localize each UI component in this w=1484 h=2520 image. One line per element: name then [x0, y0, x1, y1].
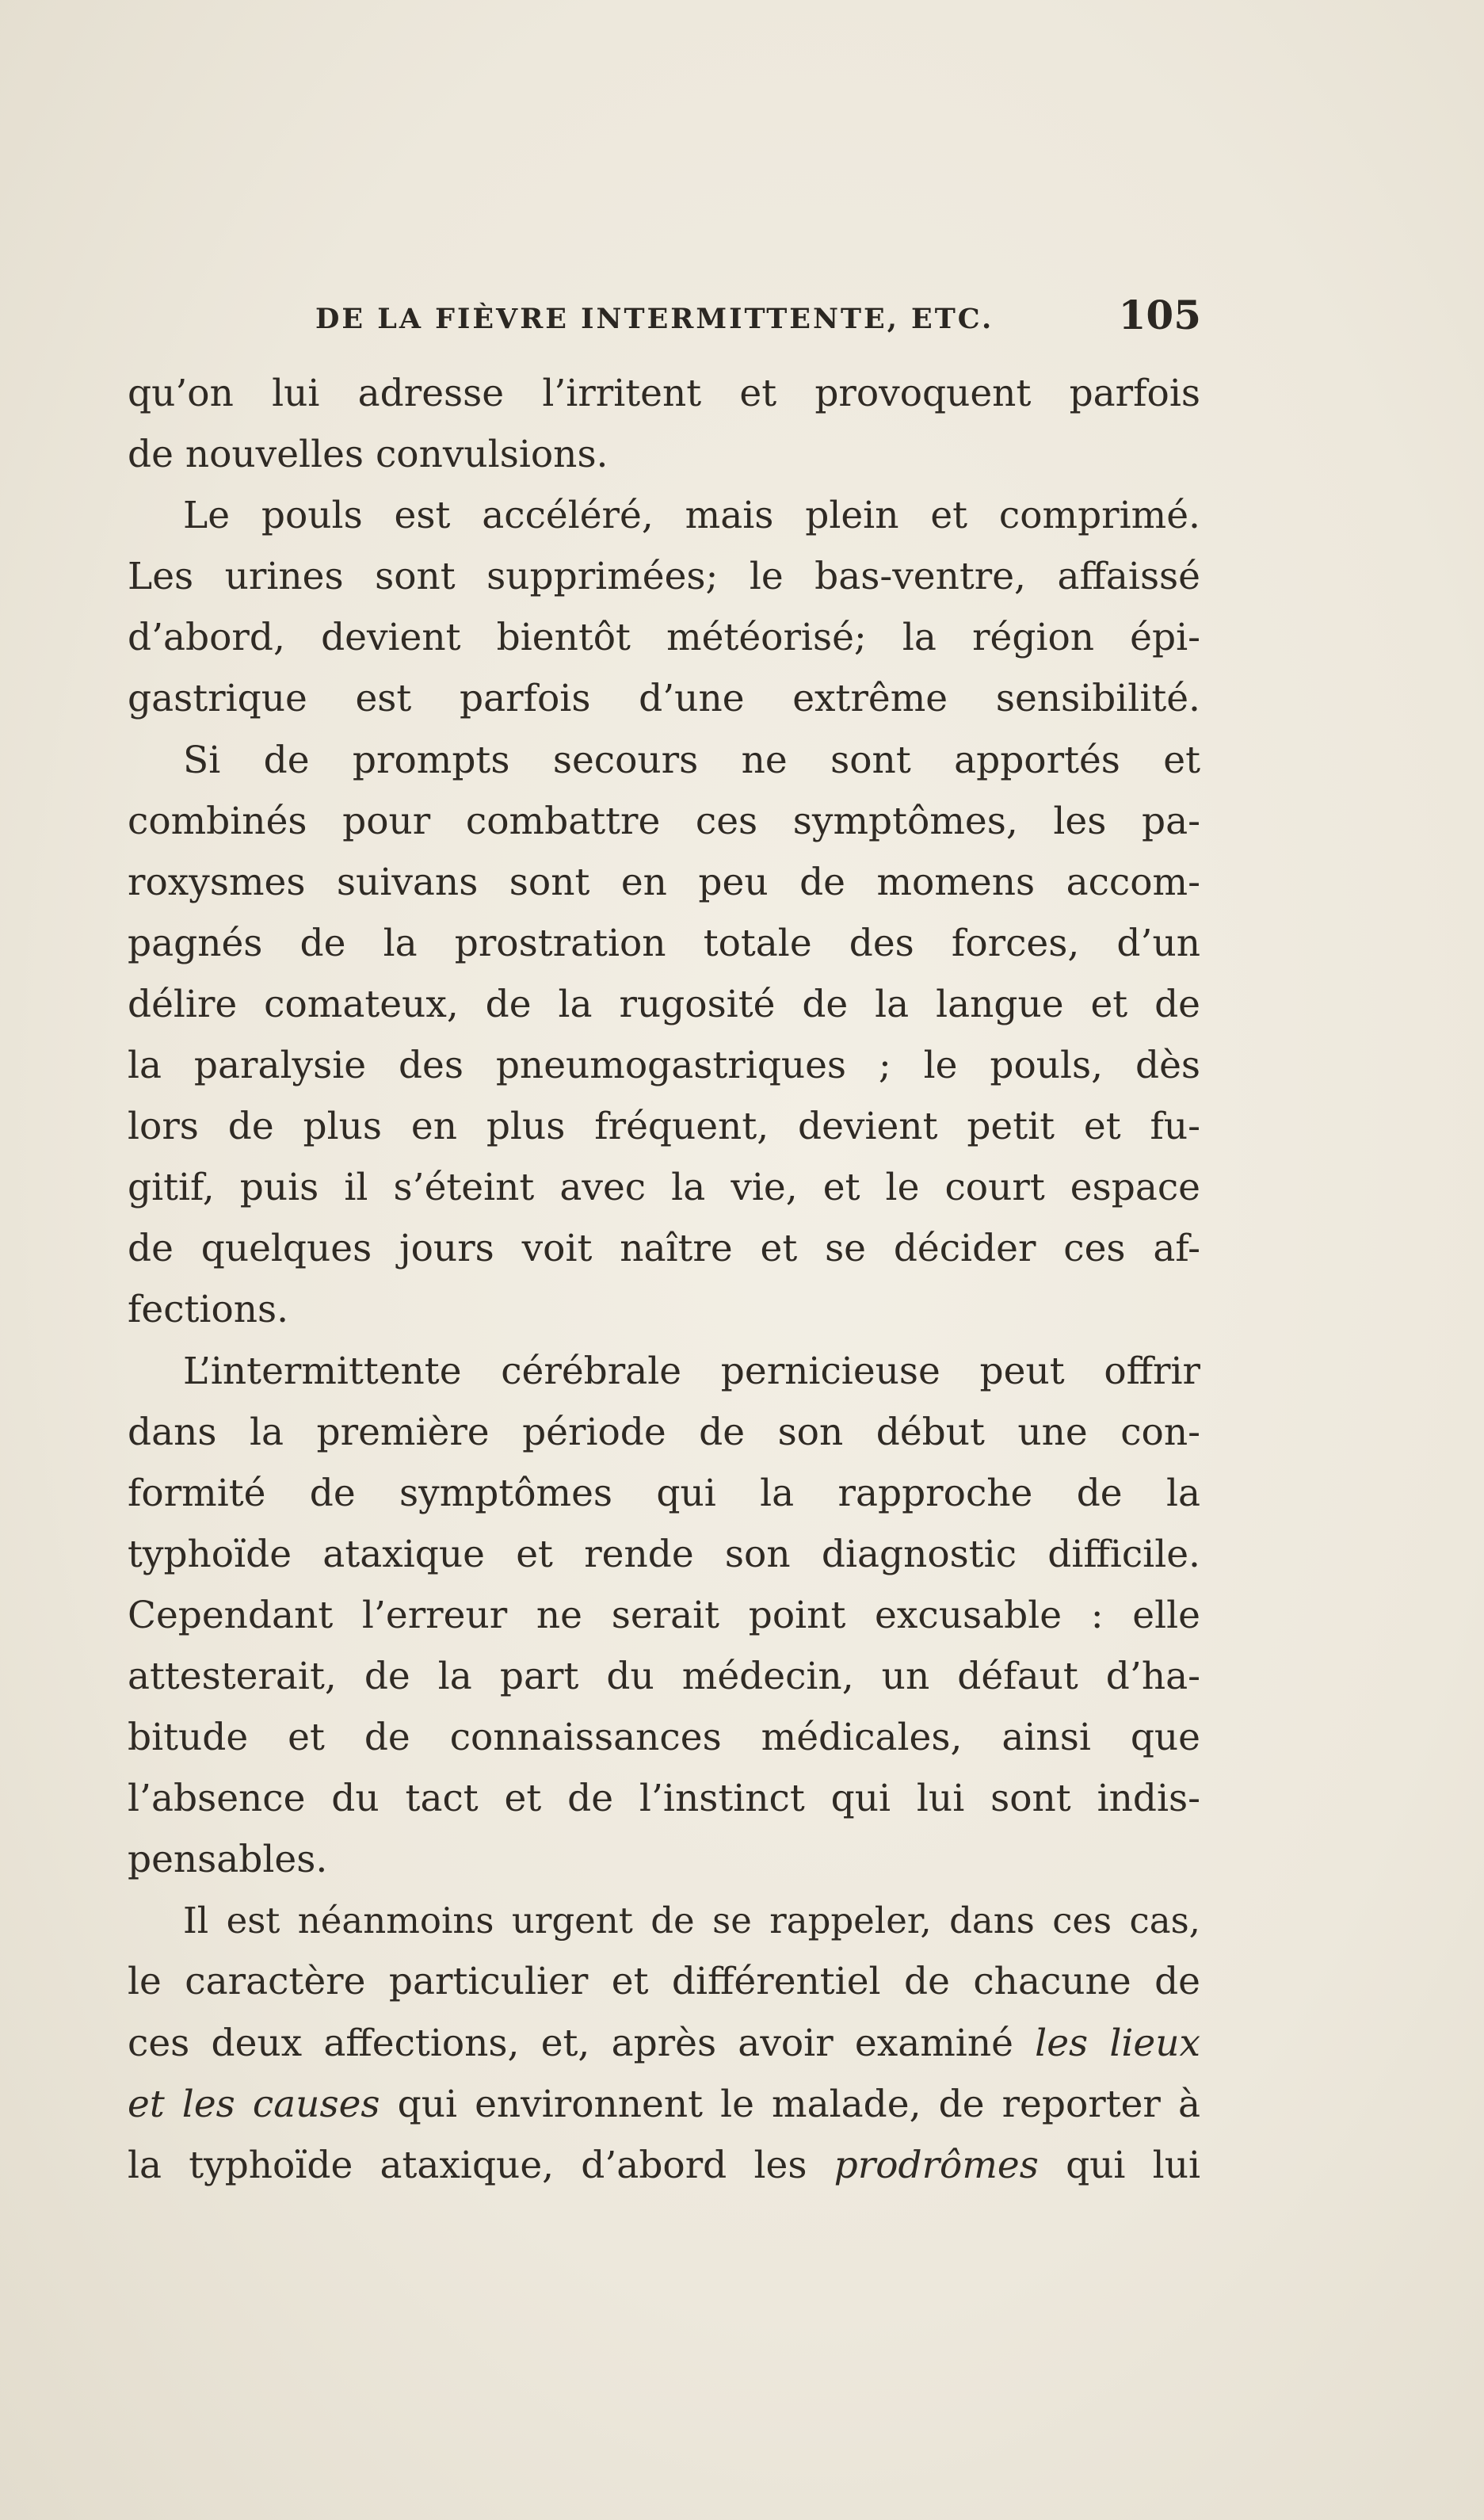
text-line: attesterait, de la part du médecin, un défaut d’ha- — [128, 1654, 1200, 1698]
italic-text: les lieux — [1035, 2021, 1200, 2065]
body-text — [128, 363, 1200, 2196]
text-line: Le pouls est accéléré, mais plein et comprimé. — [183, 494, 1200, 538]
text-line: L’intermittente cérébrale pernicieuse peut offrir — [183, 1349, 1200, 1393]
text-line: typhoïde ataxique et rende son diagnostic difficile. — [128, 1532, 1200, 1576]
text-line: pagnés de la prostration totale des forces, d’un — [128, 921, 1200, 965]
text-line: dans la première période de son début une con- — [128, 1410, 1200, 1454]
text-line: la paralysie des pneumogastriques ; le pouls, dès — [128, 1044, 1200, 1088]
text-line: bitude et de connaissances médicales, ainsi que — [128, 1716, 1200, 1760]
text-line: gitif, puis il s’éteint avec la vie, et le court espace — [128, 1166, 1200, 1210]
text-line — [128, 2135, 1200, 2196]
text-line: de nouvelles convulsions. — [128, 433, 608, 477]
italic-text: prodrômes — [834, 2143, 1039, 2187]
text-line: pensables. — [128, 1838, 328, 1882]
text-line: gastrique est parfois d’une extrême sensibilité. — [128, 677, 1200, 721]
text-line: formité de symptômes qui la rapproche de la — [128, 1471, 1200, 1515]
text-line: Si de prompts secours ne sont apportés et — [183, 738, 1200, 782]
text-run: qui lui — [1038, 2143, 1200, 2187]
text-line: combinés pour combattre ces symptômes, les pa- — [128, 799, 1200, 843]
page-number: 105 — [1118, 292, 1201, 338]
text-line: Il est néanmoins urgent de se rappeler, dans ces cas, — [183, 1900, 1200, 1942]
italic-text: et les causes — [128, 2082, 380, 2126]
text-line — [128, 2013, 1200, 2074]
text-line — [128, 2074, 1200, 2135]
text-line: de quelques jours voit naître et se décider ces af- — [128, 1227, 1200, 1271]
text-run: la typhoïde ataxique, d’abord les — [128, 2143, 834, 2187]
text-line: fections. — [128, 1288, 289, 1332]
text-line: d’abord, devient bientôt météorisé; la région épi- — [128, 616, 1200, 660]
text-run: ces deux affections, et, après avoir examiné — [128, 2021, 1036, 2065]
text-line: le caractère particulier et différentiel de chacune de — [128, 1960, 1200, 2004]
text-line: délire comateux, de la rugosité de la langue et de — [128, 982, 1200, 1026]
text-line: roxysmes suivans sont en peu de momens accom- — [128, 860, 1200, 904]
page-header — [315, 292, 1201, 347]
text-line: Les urines sont supprimées; le bas-ventre, affaissé — [128, 555, 1200, 599]
text-line: lors de plus en plus fréquent, devient petit et fu- — [128, 1105, 1200, 1149]
text-line: qu’on lui adresse l’irritent et provoquent parfois — [128, 372, 1200, 415]
text-run: qui environnent le malade, de reporter à — [380, 2082, 1200, 2126]
text-line: Cependant l’erreur ne serait point excusable : elle — [128, 1593, 1200, 1637]
running-title: DE LA FIÈVRE INTERMITTENTE, ETC. — [315, 303, 994, 335]
text-line: l’absence du tact et de l’instinct qui lui sont indis- — [128, 1777, 1200, 1821]
